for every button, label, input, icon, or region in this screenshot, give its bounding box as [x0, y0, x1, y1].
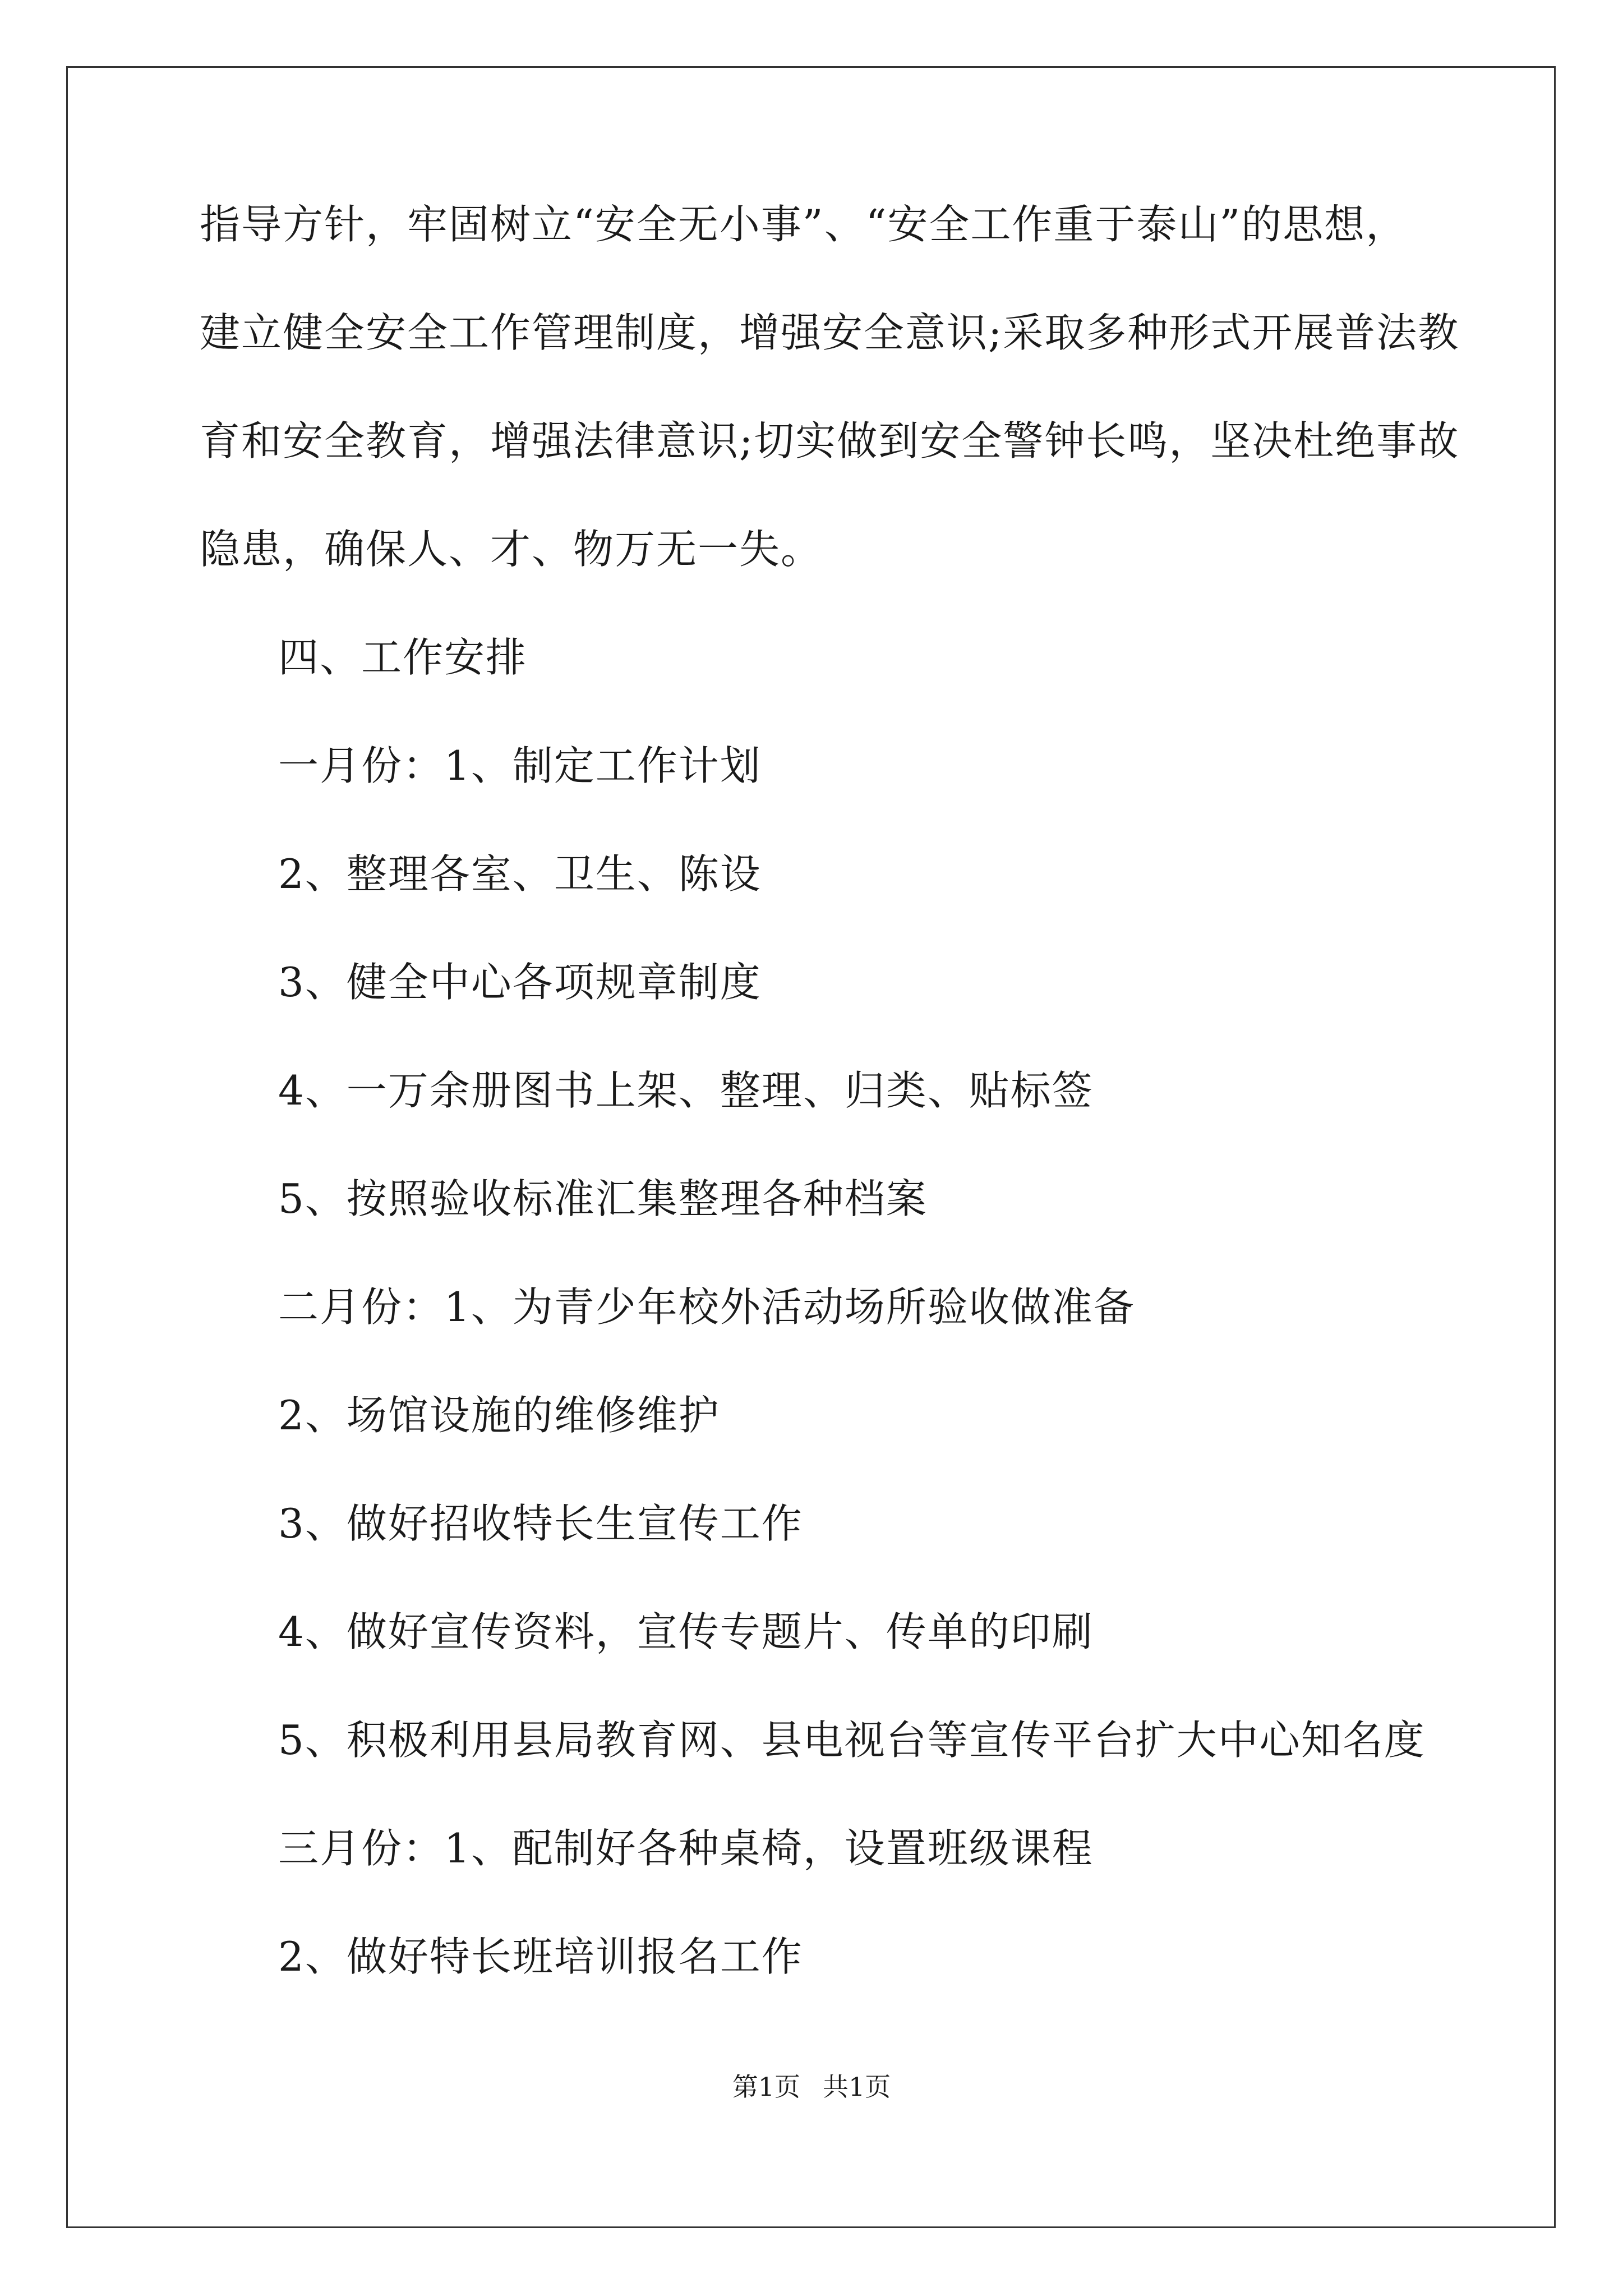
section-heading: 四、工作安排 — [278, 634, 528, 681]
list-item: 2、场馆设施的维修维护 — [278, 1392, 720, 1439]
paragraph-line: 隐患，确保人、才、物万无一失。 — [200, 526, 823, 573]
list-item: 三月份：1、配制好各种桌椅，设置班级课程 — [278, 1825, 1094, 1872]
paragraph-line: 育和安全教育，增强法律意识;切实做到安全警钟长鸣，坚决杜绝事故 — [200, 417, 1460, 464]
list-item: 3、健全中心各项规章制度 — [278, 959, 762, 1006]
list-item: 2、做好特长班培训报名工作 — [278, 1933, 803, 1980]
list-item: 4、一万余册图书上架、整理、归类、贴标签 — [278, 1067, 1094, 1114]
page-total: 共1页 — [823, 2072, 891, 2102]
list-item: 2、整理各室、卫生、陈设 — [278, 850, 762, 898]
paragraph-line: 建立健全安全工作管理制度，增强安全意识;采取多种形式开展普法教 — [200, 309, 1460, 356]
list-item: 二月份：1、为青少年校外活动场所验收做准备 — [278, 1283, 1135, 1331]
page-footer — [0, 2070, 1623, 2104]
list-item: 3、做好招收特长生宣传工作 — [278, 1500, 803, 1547]
list-item: 5、积极利用县局教育网、县电视台等宣传平台扩大中心知名度 — [278, 1717, 1426, 1764]
page-number: 第1页 — [732, 2072, 800, 2102]
list-item: 5、按照验收标准汇集整理各种档案 — [278, 1175, 928, 1222]
list-item: 4、做好宣传资料，宣传专题片、传单的印刷 — [278, 1608, 1094, 1655]
page-border — [66, 66, 1556, 2228]
paragraph-line: 指导方针，牢固树立“安全无小事”、“安全工作重于泰山”的思想， — [200, 201, 1408, 248]
list-item: 一月份：1、制定工作计划 — [278, 742, 762, 789]
